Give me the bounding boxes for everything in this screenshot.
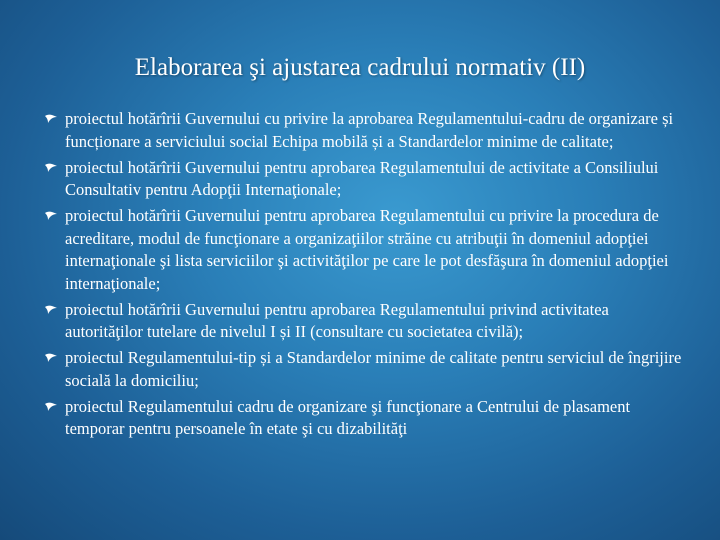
bullet-text: proiectul Regulamentului cadru de organizare şi funcţionare a Centrului de plasament temporar pentru persoanele în etate şi cu dizabilităţi [65,396,631,438]
list-item [44,347,684,392]
bullet-list [44,108,684,444]
ribbon-bullet-icon [44,353,58,363]
bullet-text: proiectul hotărîrii Guvernului pentru aprobarea Regulamentului cu privire la procedura de acreditare, modul de funcţionare a organizaţiilor străine cu atribuţii în domeniul adopţiei internaţionale şi lista serviciilor şi activităţilor pe care le pot desfăşura în domeniul adopţiei internaţionale; [65,206,669,293]
ribbon-bullet-icon [44,211,58,221]
bullet-text: proiectul hotărîrii Guvernului cu privire la aprobarea Regulamentului-cadru de organizare și funcționare a serviciului social Echipa mobilă și a Standardelor minime de calitate; [65,109,674,151]
ribbon-bullet-icon [44,402,58,412]
ribbon-bullet-icon [44,163,58,173]
bullet-text: proiectul hotărîrii Guvernului pentru aprobarea Regulamentului privind activitatea autorităţilor tutelare de nivelul I și II (consultare cu societatea civilă); [65,299,609,341]
slide-title: Elaborarea şi ajustarea cadrului normativ (II) [134,54,586,81]
bullet-text: proiectul hotărîrii Guvernului pentru aprobarea Regulamentului de activitate a Consiliului Consultativ pentru Adopţii Internaţionale; [65,157,659,199]
ribbon-bullet-icon [44,114,58,124]
list-item [44,299,684,344]
ribbon-bullet-icon [44,305,58,315]
bullet-text: proiectul Regulamentului-tip și a Standardelor minime de calitate pentru serviciul de îngrijire socială la domiciliu; [65,348,682,390]
list-item [44,396,684,441]
list-item [44,205,684,295]
list-item [44,157,684,202]
list-item [44,108,684,153]
